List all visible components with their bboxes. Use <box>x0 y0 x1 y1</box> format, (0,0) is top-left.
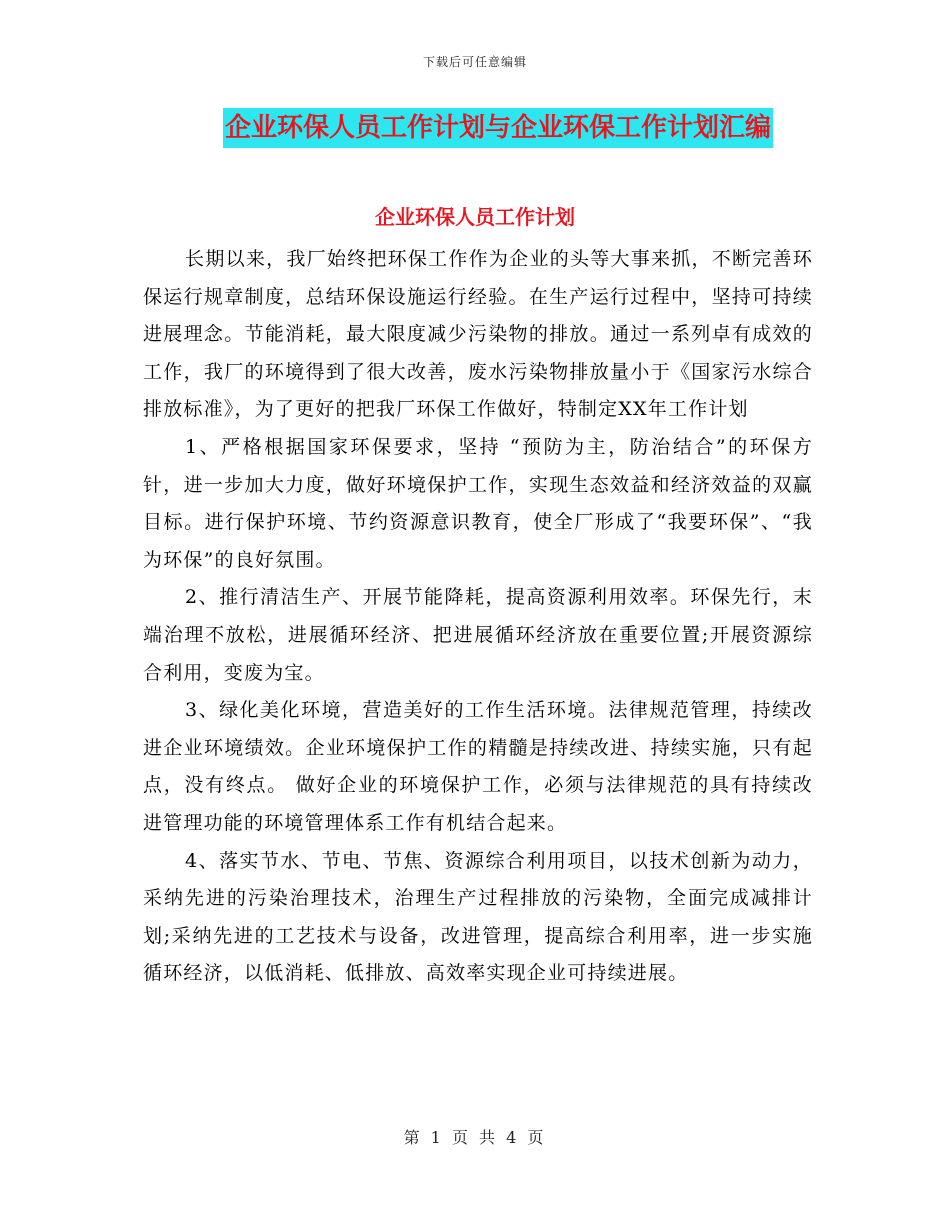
header-note: 下载后可任意编辑 <box>422 55 527 69</box>
page-number-footer: 第 1 页 共 4 页 <box>403 1128 547 1147</box>
document-section-title: 企业环保人员工作计划 <box>375 205 575 229</box>
document-main-title: 企业环保人员工作计划与企业环保工作计划汇编 <box>223 108 773 148</box>
paragraph-item-4 <box>143 843 813 993</box>
paragraph-text: 1、严格根据国家环保要求，坚持 “预防为主，防治结合”的环保方针，进一步加大力度，做好环境保护工作，实现生态效益和经济效益的双赢目标。进行保护环境、节约资源意识教育，使全厂形成了“我要环保”、“我为环保”的良好氛围。 <box>143 435 813 571</box>
paragraph-text: 3、绿化美化环境，营造美好的工作生活环境。法律规范管理，持续改进企业环境绩效。企业环境保护工作的精髓是持续改进、持续实施，只有起点，没有终点。 做好企业的环境保护工作，必须与法律规范的具有持续改进管理功能的环境管理体系工作有机结合起来。 <box>143 699 813 834</box>
main-title-container <box>0 108 950 148</box>
paragraph-intro <box>143 241 813 429</box>
paragraph-item-3 <box>143 692 813 842</box>
document-body <box>143 241 813 993</box>
paragraph-item-2 <box>143 579 813 692</box>
paragraph-text: 4、落实节水、节电、节焦、资源综合利用项目，以技术创新为动力，采纳先进的污染治理技术，治理生产过程排放的污染物，全面完成减排计划;采纳先进的工艺技术与设备，改进管理，提高综合利用率，进一步实施循环经济，以低消耗、低排放、高效率实现企业可持续进展。 <box>143 849 813 985</box>
paragraph-text: 长期以来，我厂始终把环保工作作为企业的头等大事来抓，不断完善环保运行规章制度，总结环保设施运行经验。在生产运行过程中，坚持可持续进展理念。节能消耗，最大限度减少污染物的排放。通过一系列卓有成效的工作，我厂的环境得到了很大改善，废水污染物排放量小于《国家污水综合排放标准》，为了更好的把我厂环保工作做好，特制定XX年工作计划 <box>143 248 813 421</box>
paragraph-text: 2、推行清洁生产、开展节能降耗，提高资源利用效率。环保先行，末端治理不放松，进展循环经济、把进展循环经济放在重要位置;开展资源综合利用，变废为宝。 <box>143 586 813 684</box>
paragraph-item-1 <box>143 429 813 579</box>
